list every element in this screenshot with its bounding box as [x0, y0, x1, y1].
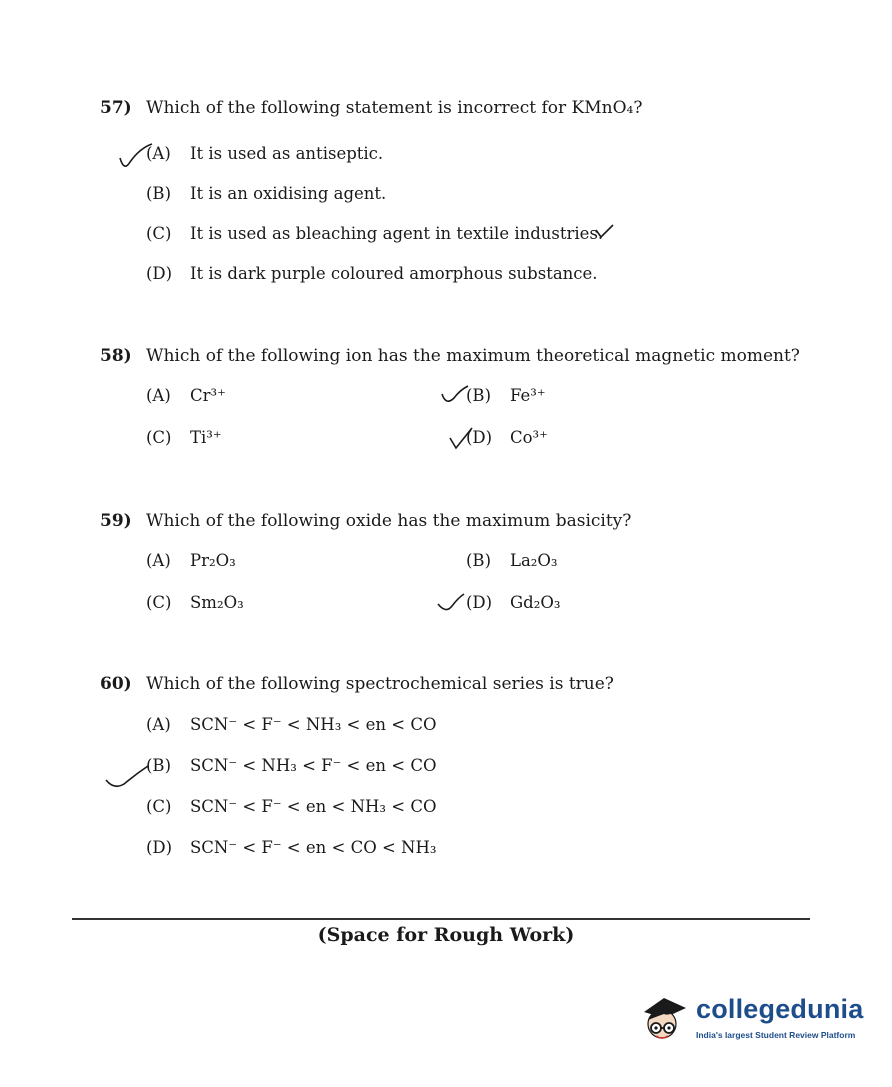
question-60 [100, 674, 614, 694]
handwritten-tick-mark [116, 140, 156, 176]
mascot-icon [634, 990, 694, 1054]
option-58-d [466, 428, 548, 447]
option-label: (A) [146, 386, 171, 405]
handwritten-tick-mark [104, 762, 150, 794]
option-58-a [146, 386, 226, 405]
question-59 [100, 511, 631, 531]
option-label: (C) [146, 797, 172, 816]
option-label: (B) [466, 551, 491, 570]
question-58 [100, 346, 800, 366]
question-57 [100, 98, 642, 118]
option-59-a [146, 551, 236, 570]
handwritten-tick-mark [440, 384, 470, 410]
option-label: (B) [466, 386, 491, 405]
option-label: (D) [466, 593, 493, 612]
question-number: 57) [100, 98, 132, 118]
handwritten-tick-mark [436, 590, 466, 616]
option-text: SCN⁻ < F⁻ < en < CO < NH₃ [190, 838, 437, 857]
option-text: It is dark purple coloured amorphous substance. [190, 264, 598, 283]
option-text: Co³⁺ [510, 428, 548, 447]
option-58-b [466, 386, 546, 405]
logo-name: collegedunia [696, 994, 864, 1024]
question-number: 58) [100, 346, 132, 366]
option-text: Sm₂O₃ [190, 593, 244, 612]
option-label: (B) [146, 184, 171, 203]
option-59-d [466, 593, 561, 612]
option-text: SCN⁻ < F⁻ < en < NH₃ < CO [190, 797, 437, 816]
option-label: (D) [146, 264, 173, 283]
option-label: (A) [146, 715, 171, 734]
option-text: It is used as bleaching agent in textile industries. [190, 224, 604, 243]
logo-tagline: India's largest Student Review Platform [696, 1030, 856, 1040]
question-number: 59) [100, 511, 132, 531]
option-60-a [146, 715, 436, 734]
option-59-c [146, 593, 244, 612]
question-number: 60) [100, 674, 132, 694]
option-text: SCN⁻ < NH₃ < F⁻ < en < CO [190, 756, 437, 775]
option-60-c [146, 797, 436, 816]
option-57-a [146, 144, 383, 163]
option-58-c [146, 428, 222, 447]
option-60-d [146, 838, 436, 857]
option-text: Ti³⁺ [190, 428, 222, 447]
option-59-b [466, 551, 558, 570]
divider-line [72, 918, 810, 920]
question-text: Which of the following statement is incorrect for KMnO₄? [146, 98, 643, 118]
option-60-b [146, 756, 436, 775]
option-label: (A) [146, 551, 171, 570]
question-text: Which of the following ion has the maximum theoretical magnetic moment? [146, 346, 800, 366]
handwritten-tick-mark [448, 426, 474, 452]
option-label: (C) [146, 224, 172, 243]
question-text: Which of the following oxide has the maximum basicity? [146, 511, 632, 531]
rough-work-label: (Space for Rough Work) [317, 924, 575, 946]
option-text: SCN⁻ < F⁻ < NH₃ < en < CO [190, 715, 437, 734]
collegedunia-logo [634, 988, 864, 1058]
question-text: Which of the following spectrochemical series is true? [146, 674, 614, 694]
option-text: La₂O₃ [510, 551, 558, 570]
option-text: Gd₂O₃ [510, 593, 561, 612]
option-text: It is used as antiseptic. [190, 144, 384, 163]
option-label: (D) [146, 838, 173, 857]
option-text: Cr³⁺ [190, 386, 226, 405]
option-57-b [146, 184, 386, 203]
option-label: (A) [146, 144, 171, 163]
option-label: (C) [146, 428, 172, 447]
option-label: (D) [466, 428, 493, 447]
option-text: Fe³⁺ [510, 386, 546, 405]
option-57-d [146, 264, 598, 283]
handwritten-tick-mark [594, 222, 616, 242]
option-label: (C) [146, 593, 172, 612]
option-text: It is an oxidising agent. [190, 184, 387, 203]
option-57-c [146, 224, 603, 243]
option-text: Pr₂O₃ [190, 551, 236, 570]
option-label: (B) [146, 756, 171, 775]
